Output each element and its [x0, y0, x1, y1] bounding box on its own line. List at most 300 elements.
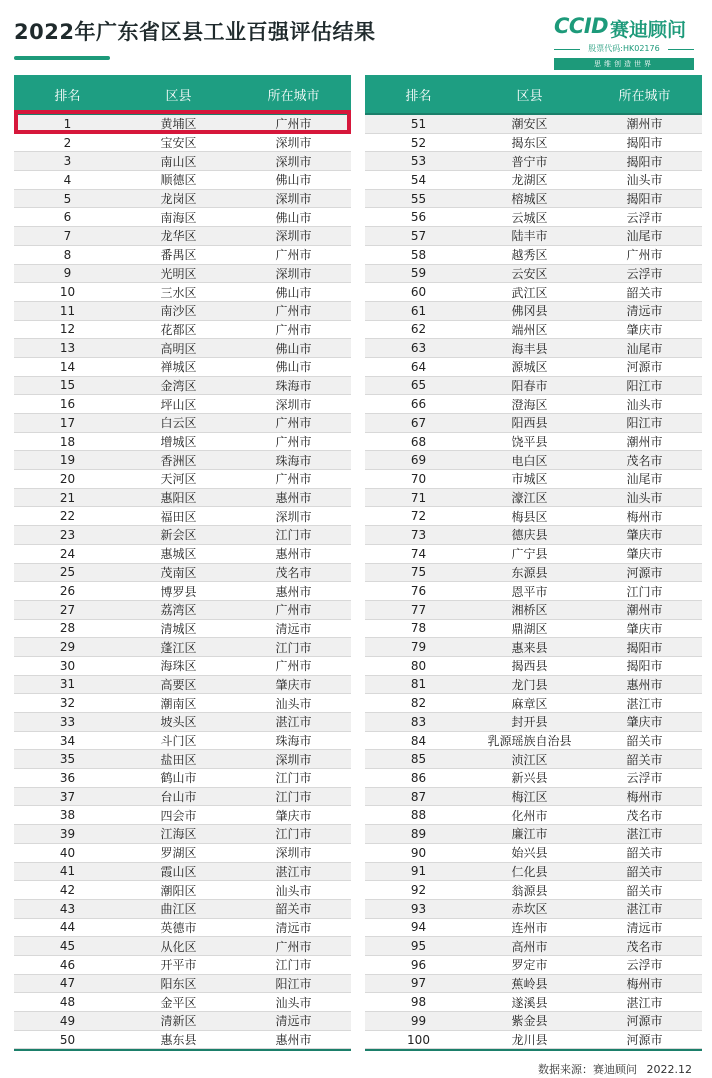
city-cell: 广州市 — [275, 117, 312, 132]
district-cell: 台山市 — [160, 790, 197, 805]
district-cell: 惠来县 — [511, 640, 548, 655]
table-row — [14, 620, 351, 639]
table-row — [365, 1031, 702, 1050]
district-cell: 越秀区 — [511, 248, 548, 263]
rank-cell: 39 — [59, 826, 76, 841]
district-cell: 龙华区 — [160, 229, 197, 244]
rank-cell: 74 — [410, 546, 427, 561]
district-cell: 化州市 — [511, 808, 548, 823]
table-row — [14, 246, 351, 265]
city-cell: 汕尾市 — [626, 229, 663, 244]
table-row — [365, 694, 702, 713]
city-cell: 汕头市 — [275, 883, 312, 898]
rank-cell: 36 — [59, 770, 76, 785]
city-cell: 汕头市 — [626, 397, 663, 412]
district-cell: 普宁市 — [511, 154, 548, 169]
district-cell: 霞山区 — [160, 864, 197, 879]
city-cell: 茂名市 — [275, 565, 312, 580]
brand-divider — [554, 49, 580, 50]
city-cell: 韶关市 — [626, 285, 663, 300]
table-row — [14, 863, 351, 882]
rank-cell: 43 — [59, 901, 76, 916]
rank-cell: 55 — [410, 191, 427, 206]
rank-cell: 83 — [410, 714, 427, 729]
district-cell: 新会区 — [160, 528, 197, 543]
district-cell: 阳春市 — [511, 378, 548, 393]
city-cell: 江门市 — [626, 584, 663, 599]
table-row — [14, 676, 351, 695]
ranking-table-right — [365, 75, 702, 1051]
rank-cell: 22 — [59, 509, 76, 524]
district-cell: 罗定市 — [511, 958, 548, 973]
rank-cell: 78 — [410, 621, 427, 636]
district-cell: 四会市 — [160, 808, 197, 823]
rank-cell: 69 — [410, 453, 427, 468]
rank-cell: 68 — [410, 434, 427, 449]
rank-cell: 26 — [59, 584, 76, 599]
table-row — [365, 451, 702, 470]
rank-cell: 59 — [410, 266, 427, 281]
city-cell: 珠海市 — [275, 453, 312, 468]
district-cell: 龙湖区 — [511, 173, 548, 188]
city-cell: 佛山市 — [275, 285, 312, 300]
table-row — [14, 302, 351, 321]
table-row — [365, 302, 702, 321]
city-cell: 肇庆市 — [626, 322, 663, 337]
rank-cell: 79 — [410, 640, 427, 655]
table-row — [14, 975, 351, 994]
district-cell: 龙门县 — [511, 677, 548, 692]
city-cell: 深圳市 — [275, 192, 312, 207]
table-row — [365, 321, 702, 340]
district-cell: 连州市 — [511, 920, 548, 935]
table-row — [365, 993, 702, 1012]
table-row — [14, 1012, 351, 1031]
table-row — [365, 900, 702, 919]
city-cell: 河源市 — [626, 1033, 663, 1048]
city-cell: 梅州市 — [626, 976, 663, 991]
table-row — [14, 993, 351, 1012]
rank-cell: 100 — [407, 1032, 430, 1047]
rank-cell: 25 — [59, 565, 76, 580]
table-row — [14, 825, 351, 844]
city-cell: 汕尾市 — [626, 472, 663, 487]
district-cell: 揭西县 — [511, 659, 548, 674]
table-row — [14, 321, 351, 340]
table-row — [14, 115, 351, 134]
rank-cell: 17 — [59, 415, 76, 430]
city-cell: 韶关市 — [626, 864, 663, 879]
city-cell: 江门市 — [275, 771, 312, 786]
city-cell: 惠州市 — [275, 1033, 312, 1048]
city-cell: 茂名市 — [626, 808, 663, 823]
rank-cell: 85 — [410, 752, 427, 767]
table-row — [14, 919, 351, 938]
rank-cell: 41 — [59, 864, 76, 879]
district-cell: 坡头区 — [160, 715, 197, 730]
rank-cell: 1 — [63, 116, 72, 131]
table-row — [14, 227, 351, 246]
district-cell: 潮安区 — [511, 117, 548, 132]
city-cell: 云浮市 — [626, 771, 663, 786]
city-cell: 潮州市 — [626, 435, 663, 450]
table-row — [14, 844, 351, 863]
city-cell: 广州市 — [275, 472, 312, 487]
brand-slogan: 思维创造世界 — [554, 58, 694, 70]
city-cell: 深圳市 — [275, 509, 312, 524]
city-cell: 河源市 — [626, 1014, 663, 1029]
rank-cell: 97 — [410, 976, 427, 991]
city-cell: 深圳市 — [275, 846, 312, 861]
district-cell: 濠江区 — [511, 491, 548, 506]
table-row — [14, 769, 351, 788]
table-row — [14, 451, 351, 470]
table-row — [365, 638, 702, 657]
city-cell: 清远市 — [275, 1014, 312, 1029]
city-cell: 惠州市 — [275, 584, 312, 599]
rank-cell: 70 — [410, 471, 427, 486]
rank-cell: 33 — [59, 714, 76, 729]
table-row — [365, 657, 702, 676]
page-title: 2022年广东省区县工业百强评估结果 — [14, 20, 376, 44]
brand-block — [554, 14, 694, 70]
table-row — [14, 937, 351, 956]
district-cell: 顺德区 — [160, 173, 197, 188]
rank-cell: 11 — [59, 303, 76, 318]
district-cell: 惠阳区 — [160, 491, 197, 506]
city-cell: 广州市 — [275, 248, 312, 263]
district-cell: 德庆县 — [511, 528, 548, 543]
rank-cell: 48 — [59, 995, 76, 1010]
rank-cell: 91 — [410, 864, 427, 879]
rank-cell: 71 — [410, 490, 427, 505]
district-cell: 福田区 — [160, 509, 197, 524]
table-row — [14, 694, 351, 713]
district-cell: 增城区 — [160, 435, 197, 450]
district-cell: 英德市 — [160, 920, 197, 935]
table-row — [14, 190, 351, 209]
city-cell: 惠州市 — [626, 677, 663, 692]
table-row — [14, 283, 351, 302]
table-row — [14, 358, 351, 377]
rank-cell: 49 — [59, 1013, 76, 1028]
rank-cell: 32 — [59, 696, 76, 711]
district-cell: 源城区 — [511, 360, 548, 375]
district-cell: 端州区 — [511, 322, 548, 337]
rank-cell: 45 — [59, 939, 76, 954]
district-cell: 廉江市 — [511, 827, 548, 842]
district-cell: 麻章区 — [511, 696, 548, 711]
rank-cell: 3 — [63, 154, 72, 169]
city-cell: 韶关市 — [626, 846, 663, 861]
rank-cell: 34 — [59, 733, 76, 748]
district-cell: 茂南区 — [160, 565, 197, 580]
city-cell: 广州市 — [626, 248, 663, 263]
rank-cell: 58 — [410, 247, 427, 262]
district-cell: 高明区 — [160, 341, 197, 356]
rank-cell: 57 — [410, 228, 427, 243]
district-cell: 清新区 — [160, 1014, 197, 1029]
table-row — [14, 414, 351, 433]
city-cell: 肇庆市 — [626, 547, 663, 562]
table-row — [365, 115, 702, 134]
table-row — [14, 265, 351, 284]
district-cell: 南沙区 — [160, 304, 197, 319]
district-cell: 宝安区 — [160, 136, 197, 151]
table-row — [365, 171, 702, 190]
district-cell: 从化区 — [160, 939, 197, 954]
district-cell: 阳东区 — [160, 976, 197, 991]
district-cell: 湘桥区 — [511, 603, 548, 618]
table-row — [365, 676, 702, 695]
district-cell: 揭东区 — [511, 136, 548, 151]
table-row — [14, 564, 351, 583]
rank-cell: 14 — [59, 359, 76, 374]
city-cell: 韶关市 — [275, 902, 312, 917]
data-source — [538, 1061, 692, 1077]
table-row — [365, 956, 702, 975]
district-cell: 始兴县 — [511, 846, 548, 861]
table-row — [365, 975, 702, 994]
table-row — [14, 881, 351, 900]
district-cell: 榕城区 — [511, 192, 548, 207]
city-cell: 清远市 — [275, 920, 312, 935]
rank-cell: 16 — [59, 397, 76, 412]
table-row — [365, 844, 702, 863]
rank-cell: 38 — [59, 808, 76, 823]
table-row — [365, 152, 702, 171]
city-cell: 惠州市 — [275, 491, 312, 506]
table-row — [365, 806, 702, 825]
table-row — [365, 582, 702, 601]
header-rank: 排名 — [405, 88, 432, 104]
table-row — [365, 358, 702, 377]
district-cell: 蕉岭县 — [511, 976, 548, 991]
city-cell: 肇庆市 — [275, 808, 312, 823]
table-row — [14, 377, 351, 396]
rank-cell: 6 — [63, 210, 72, 225]
city-cell: 韶关市 — [626, 883, 663, 898]
rank-cell: 44 — [59, 920, 76, 935]
table-row — [365, 863, 702, 882]
table-row — [365, 489, 702, 508]
table-row — [365, 713, 702, 732]
city-cell: 湛江市 — [275, 864, 312, 879]
table-row — [365, 377, 702, 396]
table-row — [14, 806, 351, 825]
header-district: 区县 — [165, 88, 192, 104]
district-cell: 南海区 — [160, 210, 197, 225]
district-cell: 花都区 — [160, 322, 197, 337]
rank-cell: 53 — [410, 154, 427, 169]
district-cell: 博罗县 — [160, 584, 197, 599]
rank-cell: 62 — [410, 322, 427, 337]
rank-cell: 80 — [410, 658, 427, 673]
rank-cell: 4 — [63, 172, 72, 187]
district-cell: 陆丰市 — [511, 229, 548, 244]
district-cell: 斗门区 — [160, 734, 197, 749]
city-cell: 湛江市 — [275, 715, 312, 730]
district-cell: 盐田区 — [160, 752, 197, 767]
table-row — [365, 283, 702, 302]
table-row — [365, 1012, 702, 1031]
district-cell: 高州市 — [511, 939, 548, 954]
district-cell: 香洲区 — [160, 453, 197, 468]
rank-cell: 9 — [63, 266, 72, 281]
table-row — [14, 152, 351, 171]
rank-cell: 28 — [59, 621, 76, 636]
ccid-logo: CCID — [554, 14, 609, 38]
stock-code: 股票代码:HK02176 — [588, 44, 660, 53]
rank-cell: 86 — [410, 770, 427, 785]
rank-cell: 46 — [59, 957, 76, 972]
rank-cell: 64 — [410, 359, 427, 374]
rank-cell: 12 — [59, 322, 76, 337]
rank-cell: 29 — [59, 640, 76, 655]
city-cell: 清远市 — [626, 304, 663, 319]
table-row — [365, 601, 702, 620]
rank-cell: 47 — [59, 976, 76, 991]
city-cell: 佛山市 — [275, 341, 312, 356]
rank-cell: 30 — [59, 658, 76, 673]
district-cell: 金湾区 — [160, 378, 197, 393]
city-cell: 汕头市 — [275, 696, 312, 711]
district-cell: 封开县 — [511, 715, 548, 730]
district-cell: 荔湾区 — [160, 603, 197, 618]
district-cell: 蓬江区 — [160, 640, 197, 655]
city-cell: 韶关市 — [626, 734, 663, 749]
city-cell: 云浮市 — [626, 266, 663, 281]
table-row — [365, 339, 702, 358]
city-cell: 珠海市 — [275, 378, 312, 393]
table-row — [365, 564, 702, 583]
table-row — [365, 134, 702, 153]
district-cell: 潮南区 — [160, 696, 197, 711]
rank-cell: 75 — [410, 565, 427, 580]
table-row — [14, 788, 351, 807]
city-cell: 汕头市 — [626, 491, 663, 506]
city-cell: 深圳市 — [275, 136, 312, 151]
city-cell: 深圳市 — [275, 397, 312, 412]
district-cell: 禅城区 — [160, 360, 197, 375]
table-row — [365, 190, 702, 209]
city-cell: 广州市 — [275, 603, 312, 618]
city-cell: 广州市 — [275, 304, 312, 319]
district-cell: 开平市 — [160, 958, 197, 973]
city-cell: 广州市 — [275, 435, 312, 450]
table-row — [365, 470, 702, 489]
district-cell: 黄埔区 — [160, 117, 197, 132]
ranking-table-left — [14, 75, 351, 1051]
brand-name: 赛迪顾问 — [610, 19, 687, 41]
city-cell: 阳江市 — [626, 378, 663, 393]
city-cell: 肇庆市 — [275, 677, 312, 692]
district-cell: 翁源县 — [511, 883, 548, 898]
rank-cell: 27 — [59, 602, 76, 617]
table-row — [14, 470, 351, 489]
district-cell: 浈江区 — [511, 752, 548, 767]
table-row — [365, 433, 702, 452]
city-cell: 揭阳市 — [626, 154, 663, 169]
district-cell: 紫金县 — [511, 1014, 548, 1029]
table-row — [365, 881, 702, 900]
table-bottom-rule — [14, 1049, 351, 1051]
district-cell: 海珠区 — [160, 659, 197, 674]
city-cell: 河源市 — [626, 565, 663, 580]
table-row — [14, 489, 351, 508]
rank-cell: 54 — [410, 172, 427, 187]
rank-cell: 23 — [59, 527, 76, 542]
city-cell: 江门市 — [275, 528, 312, 543]
city-cell: 湛江市 — [626, 995, 663, 1010]
rank-cell: 90 — [410, 845, 427, 860]
rank-cell: 96 — [410, 957, 427, 972]
city-cell: 揭阳市 — [626, 640, 663, 655]
district-cell: 天河区 — [160, 472, 197, 487]
district-cell: 高要区 — [160, 677, 197, 692]
city-cell: 汕尾市 — [626, 341, 663, 356]
district-cell: 武江区 — [511, 285, 548, 300]
table-row — [14, 433, 351, 452]
district-cell: 饶平县 — [511, 435, 548, 450]
rank-cell: 84 — [410, 733, 427, 748]
table-row — [365, 507, 702, 526]
table-row — [14, 732, 351, 751]
city-cell: 茂名市 — [626, 939, 663, 954]
table-row — [14, 601, 351, 620]
table-row — [14, 956, 351, 975]
city-cell: 阳江市 — [626, 416, 663, 431]
city-cell: 湛江市 — [626, 827, 663, 842]
rank-cell: 8 — [63, 247, 72, 262]
city-cell: 肇庆市 — [626, 621, 663, 636]
district-cell: 电白区 — [511, 453, 548, 468]
district-cell: 白云区 — [160, 416, 197, 431]
district-cell: 江海区 — [160, 827, 197, 842]
rank-cell: 66 — [410, 397, 427, 412]
rank-cell: 67 — [410, 415, 427, 430]
rank-cell: 93 — [410, 901, 427, 916]
rank-cell: 51 — [410, 116, 427, 131]
table-body — [365, 115, 702, 1049]
city-cell: 深圳市 — [275, 752, 312, 767]
district-cell: 梅江区 — [511, 790, 548, 805]
rank-cell: 87 — [410, 789, 427, 804]
city-cell: 广州市 — [275, 939, 312, 954]
rank-cell: 56 — [410, 210, 427, 225]
city-cell: 茂名市 — [626, 453, 663, 468]
district-cell: 东源县 — [511, 565, 548, 580]
table-row — [365, 208, 702, 227]
district-cell: 清城区 — [160, 621, 197, 636]
district-cell: 遂溪县 — [511, 995, 548, 1010]
brand-divider — [668, 49, 694, 50]
district-cell: 罗湖区 — [160, 846, 197, 861]
district-cell: 三水区 — [160, 285, 197, 300]
table-row — [365, 227, 702, 246]
city-cell: 潮州市 — [626, 603, 663, 618]
city-cell: 深圳市 — [275, 229, 312, 244]
district-cell: 梅县区 — [511, 509, 548, 524]
city-cell: 肇庆市 — [626, 528, 663, 543]
city-cell: 河源市 — [626, 360, 663, 375]
rank-cell: 61 — [410, 303, 427, 318]
city-cell: 佛山市 — [275, 173, 312, 188]
district-cell: 鼎湖区 — [511, 621, 548, 636]
city-cell: 汕头市 — [275, 995, 312, 1010]
table-row — [365, 265, 702, 284]
table-row — [365, 395, 702, 414]
